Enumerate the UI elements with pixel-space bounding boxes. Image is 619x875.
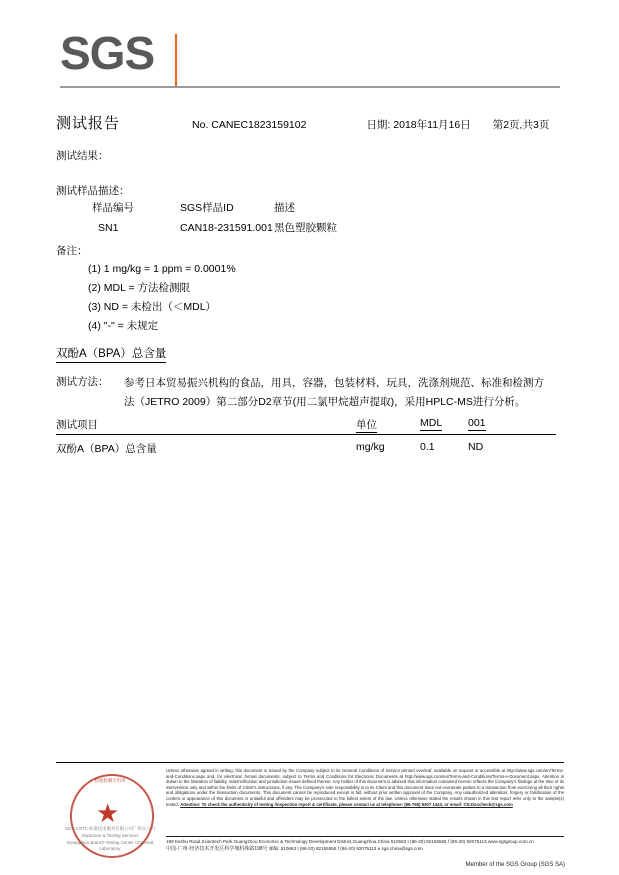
- results-table: [56, 417, 556, 456]
- footer-divider: [56, 762, 564, 763]
- star-icon: ★: [96, 798, 120, 828]
- stamp-arc-text: 检验检测专用章: [94, 778, 126, 783]
- cell-sample-no: SN1: [98, 221, 119, 234]
- column-header-test-item: 测试项目: [56, 419, 98, 431]
- footer-address-cn-mail: e sgs.china@sgs.com: [377, 846, 423, 851]
- list-item: (2) MDL = 方法检测限: [88, 282, 190, 294]
- section-heading-bpa: 双酚A（BPA）总含量: [56, 345, 166, 363]
- footer-address-divider: [166, 836, 564, 837]
- column-header-sample-no: 样品编号: [92, 202, 134, 214]
- column-header-001-text: 001: [468, 417, 486, 429]
- cell-description: 黑色塑胶颗粒: [274, 222, 337, 234]
- footer-address-cn-post: 邮编: 510663: [268, 846, 297, 851]
- cell-sgs-id: CAN18-231591.001: [180, 221, 273, 234]
- cell-result: ND: [468, 441, 484, 453]
- report-date: 日期: 2018年11月16日: [366, 119, 471, 131]
- column-header-description: 描述: [274, 202, 295, 214]
- cell-mdl: 0.1: [420, 441, 435, 453]
- test-method-text: 参考日本贸易振兴机构的食品，用具，容器，包装材料，玩具，洗涤剂规范、标准和检测方法（JETRO 2009）第二部分D2章节(用二氯甲烷超声提取)，采用HPLC-MS进行分析。: [124, 377, 544, 408]
- results-label: 测试结果：: [56, 150, 109, 162]
- cell-test-item: 双酚A（BPA）总含量: [56, 443, 157, 455]
- column-header-001: [468, 417, 518, 432]
- report-title-row: [56, 112, 568, 133]
- page-number: 第2页,共3页: [492, 119, 550, 131]
- footer-verify-text: Attention: To check the authenticity of testing /inspection report & certificate, please contact us at telephone: (86-755) 8307 1443, or email: CN.Doccheck@sgs.com: [180, 801, 513, 807]
- footer-member-text: Member of the SGS Group (SGS SA): [465, 862, 565, 868]
- company-stamp: [62, 770, 162, 858]
- results-table-header: [56, 417, 556, 435]
- footer-legal-paragraph: Unless otherwise agreed in writing, this document is issued by the Company subject to its General Conditions of Service printed overleaf, available on request or accessible at http://www.sgs.com/en/Terms-and-Conditions.aspx and, for electronic format documents, subject to Terms and Conditions for Electronic Documents at http://www.sgs.com/en/Terms-and-Conditions/Terms-e-Document.aspx. Attention is drawn to the limitation of liability, indemnification and jurisdiction issues defined therein. Any holder of this document is advised that information contained hereon reflects the Company's findings at the time of its intervention only and within the limits of Client's instructions, if any. The Company's sole responsibility is to its Client and this document does not exonerate parties to a transaction from exercising all their rights and obligations under the transaction documents. This document cannot be reproduced except in full, without prior written approval of the Company. Any unauthorized alteration, forgery or falsification of the content or appearance of this document is unlawful and offenders may be prosecuted to the fullest extent of the law. Unless otherwise stated the results shown in this test report refer only to the sample(s) tested.: [166, 768, 564, 807]
- list-item: (4) "-" = 未规定: [88, 320, 159, 332]
- stamp-line-2: Inspection & Testing Services: [81, 833, 139, 838]
- sgs-logo-header: [60, 27, 560, 90]
- list-item: (3) ND = 未检出（＜MDL）: [88, 301, 217, 313]
- sample-table: [88, 200, 394, 235]
- logo-orange-tick: [175, 34, 177, 86]
- table-row: [88, 220, 394, 235]
- sgs-logo-text: SGS: [60, 27, 155, 79]
- column-header-mdl-text: MDL: [420, 417, 443, 429]
- column-header-mdl: [420, 417, 468, 432]
- footer-legal-text: [166, 768, 564, 807]
- table-header-row: [88, 200, 394, 220]
- report-number: No. CANEC1823159102: [192, 119, 307, 131]
- stamp-text-block: [62, 770, 158, 858]
- stamp-line-3: Guangzhou Branch Testing Center Chemical Laboratory: [66, 840, 154, 851]
- footer-address-cn-fax: f (86-20) 82075113: [337, 846, 377, 851]
- column-header-sgs-id: SGS样品ID: [180, 202, 234, 214]
- list-item: (1) 1 mg/kg = 1 ppm = 0.0001%: [88, 263, 236, 275]
- stamp-line-1: SGS-CSTC 标准技术服务有限公司广州分公司: [65, 826, 155, 831]
- column-header-unit-text: 单位: [356, 419, 377, 431]
- cell-unit: mg/kg: [356, 441, 385, 453]
- remarks-label: 备注：: [56, 245, 88, 257]
- remarks-list: [88, 260, 236, 336]
- footer-address-en: 198 Kezhu Road,Scientech Park Guangzhou Economic & Technology Development District,Guangzhou,China 510663 t (86-20) 82155555 f (86-20) 82075113 www.sgsgroup.com.cn: [166, 839, 534, 844]
- header-divider: [60, 86, 560, 88]
- table-row: [56, 441, 556, 456]
- footer-address-cn-tel: t (86-20) 82155555: [297, 846, 337, 851]
- column-header-unit: [356, 417, 420, 432]
- footer-address: [166, 838, 564, 853]
- page-title: 测试报告: [56, 115, 121, 132]
- test-method-label: 测试方法：: [56, 376, 109, 388]
- sample-description-label: 测试样品描述：: [56, 185, 130, 197]
- footer-address-cn: 中国·广州·经济技术开发区科学城科珠路198号: [166, 846, 268, 852]
